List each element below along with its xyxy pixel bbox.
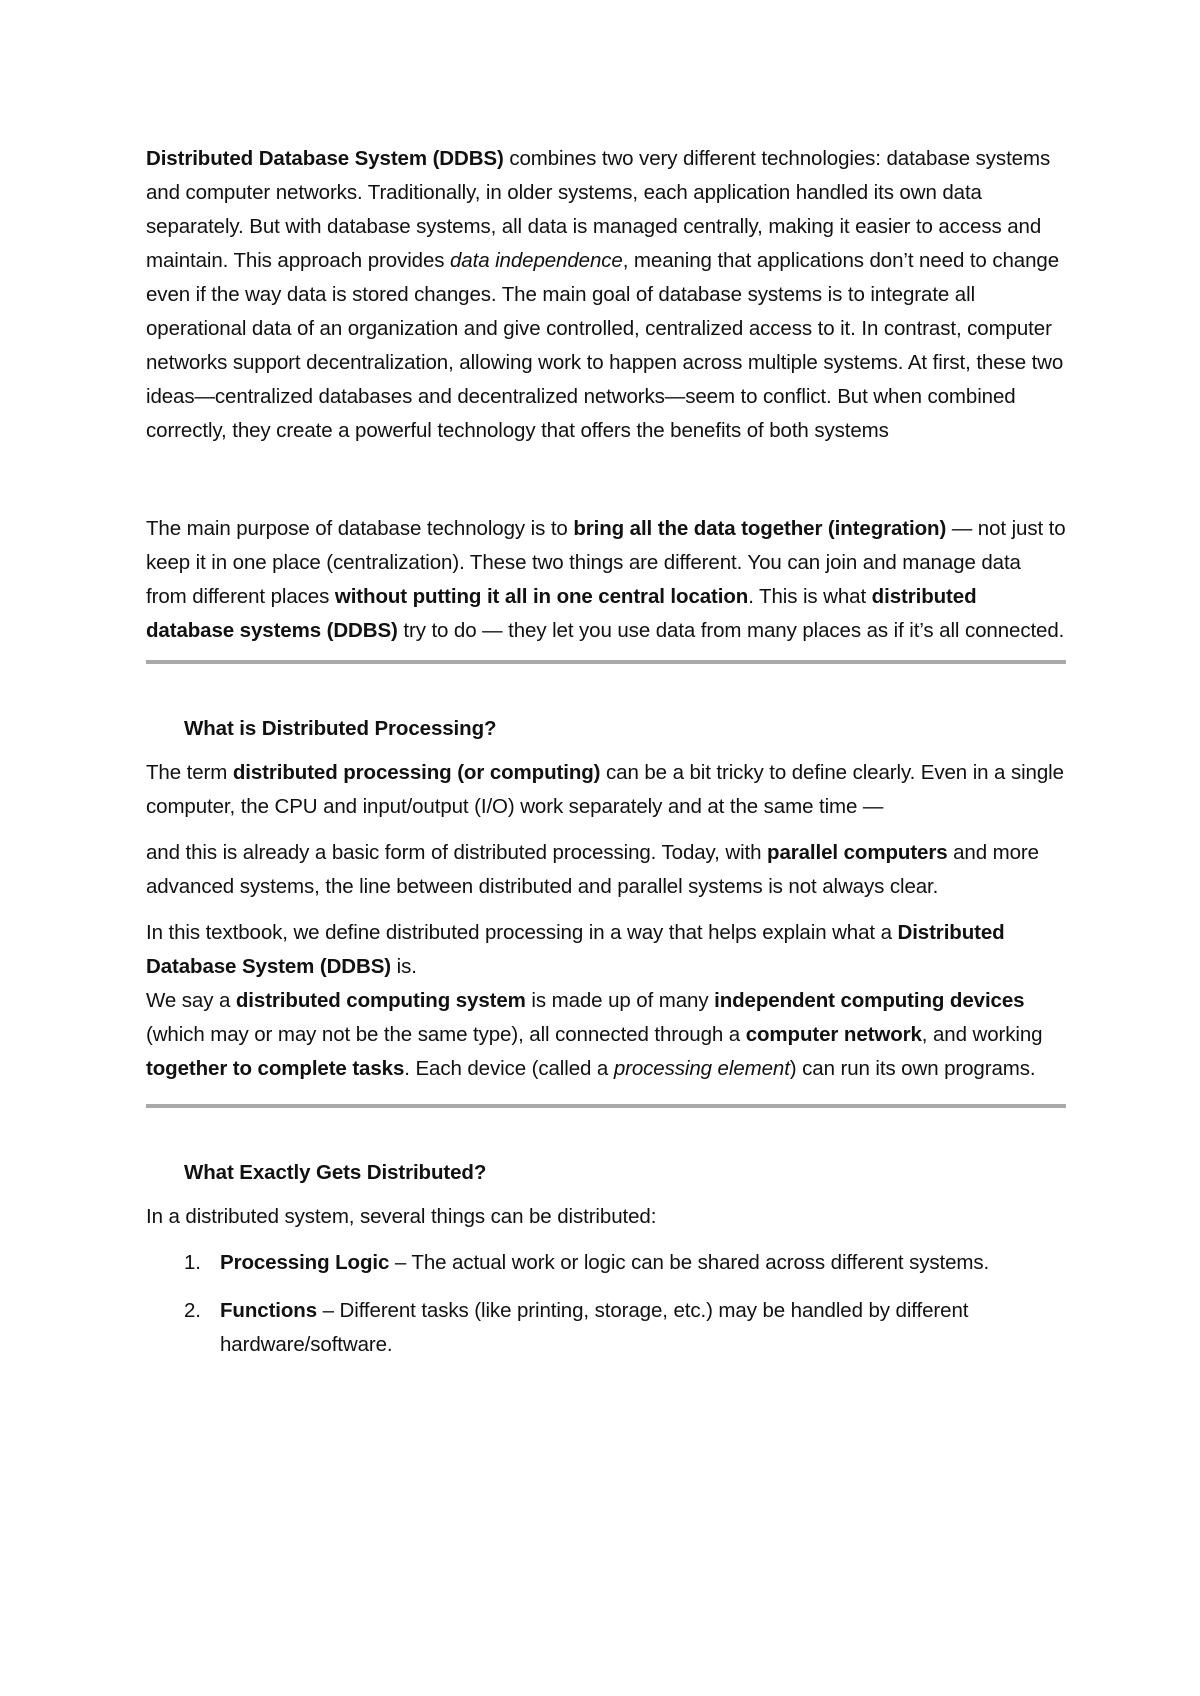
section-divider: [146, 1104, 1066, 1108]
text-run: In this textbook, we define distributed processing in a way that helps explain what a: [146, 921, 898, 944]
text-run: (which may or may not be the same type), all connected through a: [146, 1023, 746, 1046]
section-divider: [146, 660, 1066, 664]
list-item: [146, 1294, 1066, 1362]
bold-term: Functions: [220, 1299, 318, 1322]
text-run: – The actual work or logic can be shared across different systems.: [389, 1251, 990, 1274]
bold-term: without putting it all in one central location: [334, 585, 749, 608]
text-run: try to do — they let you use data from many places as if it’s all connected.: [397, 619, 1065, 642]
text-run: combines two very different technologies: database systems and computer networks. Traditionally, in older systems, each application handled its own data separately. But with database systems, all data is managed centrally, making it easier to access and maintain. This approach provides: [146, 147, 1051, 272]
bold-term: distributed processing (or computing): [232, 761, 601, 784]
text-run: . Each device (called a: [404, 1057, 614, 1080]
text-run: . This is what: [748, 585, 872, 608]
text-run: The main purpose of database technology is to: [146, 517, 574, 540]
bold-term: together to complete tasks: [146, 1057, 405, 1080]
body-paragraph: [146, 756, 1066, 824]
list-number: 1.: [184, 1251, 201, 1274]
text-run: can be a bit tricky to define clearly. Even in a single computer, the CPU and input/output (I/O) work separately and at the same time —: [146, 761, 1064, 818]
bold-term: Distributed Database System (DDBS): [146, 921, 1005, 978]
distributed-things-list: [146, 1246, 1066, 1362]
text-run: The term: [146, 761, 233, 784]
text-run: We say a: [146, 989, 236, 1012]
bold-term: distributed database systems (DDBS): [146, 585, 977, 642]
bold-term: distributed computing system: [235, 989, 526, 1012]
bold-term: Distributed Database System (DDBS): [146, 147, 504, 170]
list-number: 2.: [184, 1299, 201, 1322]
body-paragraph: [146, 984, 1066, 1086]
italic-term: processing element: [613, 1057, 790, 1080]
bold-term: independent computing devices: [714, 989, 1025, 1012]
section-heading: What is Distributed Processing?: [184, 717, 497, 740]
list-item: [146, 1246, 1066, 1280]
body-paragraph: [146, 836, 1066, 904]
text-run: is made up of many: [525, 989, 715, 1012]
body-paragraph: [146, 916, 1066, 984]
body-paragraph: In a distributed system, several things can be distributed:: [146, 1205, 657, 1228]
section-heading: What Exactly Gets Distributed?: [184, 1161, 487, 1184]
bold-term: Processing Logic: [220, 1251, 390, 1274]
purpose-paragraph: [146, 512, 1066, 648]
text-run: ) can run its own programs.: [789, 1057, 1036, 1080]
text-run: is.: [391, 955, 417, 978]
intro-paragraph: [146, 142, 1066, 448]
document-page: [146, 142, 1066, 1376]
text-run: — not just to keep it in one place (centralization). These two things are different. You can join and manage data from different places: [146, 517, 1066, 608]
text-run: , meaning that applications don’t need to change even if the way data is stored changes. The main goal of database systems is to integrate all operational data of an organization and give controlled, centralized access to it. In contrast, computer networks support decentralization, allowing work to happen across multiple systems. At first, these two ideas—centralized databases and decentralized networks—seem to conflict. But when combined correctly, they create a powerful technology that offers the benefits of both systems: [146, 249, 1064, 442]
italic-term: data independence: [450, 249, 623, 272]
bold-term: computer network: [745, 1023, 922, 1046]
bold-term: parallel computers: [767, 841, 948, 864]
text-run: – Different tasks (like printing, storage, etc.) may be handled by different hardware/software.: [220, 1299, 969, 1356]
text-run: and this is already a basic form of distributed processing. Today, with: [146, 841, 768, 864]
text-run: and more advanced systems, the line between distributed and parallel systems is not always clear.: [146, 841, 1039, 898]
bold-term: bring all the data together (integration): [573, 517, 947, 540]
text-run: , and working: [921, 1023, 1043, 1046]
